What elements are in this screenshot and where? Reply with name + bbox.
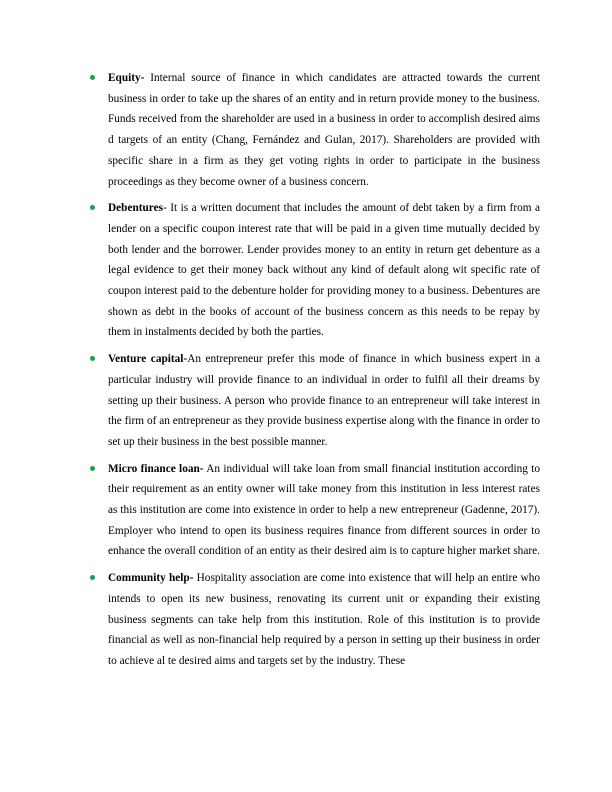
- item-text: An individual will take loan from small financial institution according to their requirement as an entity owner will take money from this institution in less interest rates as this institution are come into existence in order to help a new entrepreneur (Gadenne, 2017). Employer who intend to open its business requires finance from different sources in order to enhance the overall condition of an entity as their desired aim is to capture higher market share.: [108, 462, 541, 558]
- item-term: Debentures: [108, 202, 164, 215]
- list-item-community-help: [90, 568, 540, 672]
- bullet-icon: [90, 575, 95, 580]
- finance-sources-list: [90, 68, 540, 678]
- list-item-venture-capital: [90, 349, 540, 453]
- item-term: Venture capital-: [108, 353, 188, 366]
- list-item-micro-finance-loan: [90, 459, 540, 563]
- bullet-icon: [90, 75, 95, 80]
- item-term: Community help-: [108, 572, 194, 585]
- bullet-icon: [90, 466, 95, 471]
- bullet-icon: [90, 205, 95, 210]
- list-item-debentures: [90, 198, 540, 343]
- item-term: Micro finance loan-: [108, 462, 204, 475]
- item-text: - It is a written document that includes the amount of debt taken by a firm from a lender on a specific coupon interest rate that will be paid in a given time mutually decided by both lender and the borrower. Lender provides money to an entity in return get debenture as a legal evidence to get their money back without any kind of default along wit specific rate of coupon interest paid to the debenture holder for providing money to a business. Debentures are shown as debt in the books of account of the business concern as this needs to be repay by them in instalments decided by both the parties.: [108, 202, 540, 339]
- item-text: Hospitality association are come into existence that will help an entire who intends to open its new business, renovating its current unit or expanding their existing business segments can take help from this institution. Role of this institution is to provide financial as well as non-financial help required by a person in setting up their business in order to achieve al te desired aims and targets set by the industry. These: [108, 572, 540, 667]
- item-text: Internal source of finance in which candidates are attracted towards the current business in order to take up the shares of an entity and in return provide money to the business. Funds received from the shareholder are used in a business in order to accomplish desired aims d targets of an entity (Chang, Fernández and Gulan, 2017). Shareholders are provided with specific share in a firm as they get voting rights in order to participate in the business proceedings as they become owner of a business concern.: [108, 72, 540, 188]
- bullet-icon: [90, 356, 95, 361]
- item-term: Equity-: [108, 72, 145, 84]
- item-text: An entrepreneur prefer this mode of finance in which business expert in a particular industry will provide finance to an individual in order to fulfil all their dreams by setting up their business. A person who provide finance to an entrepreneur will take interest in the firm of an entrepreneur as they provide business expertise along with the finance in order to set up their business in the best possible manner.: [108, 353, 540, 448]
- list-item-equity: [90, 68, 540, 192]
